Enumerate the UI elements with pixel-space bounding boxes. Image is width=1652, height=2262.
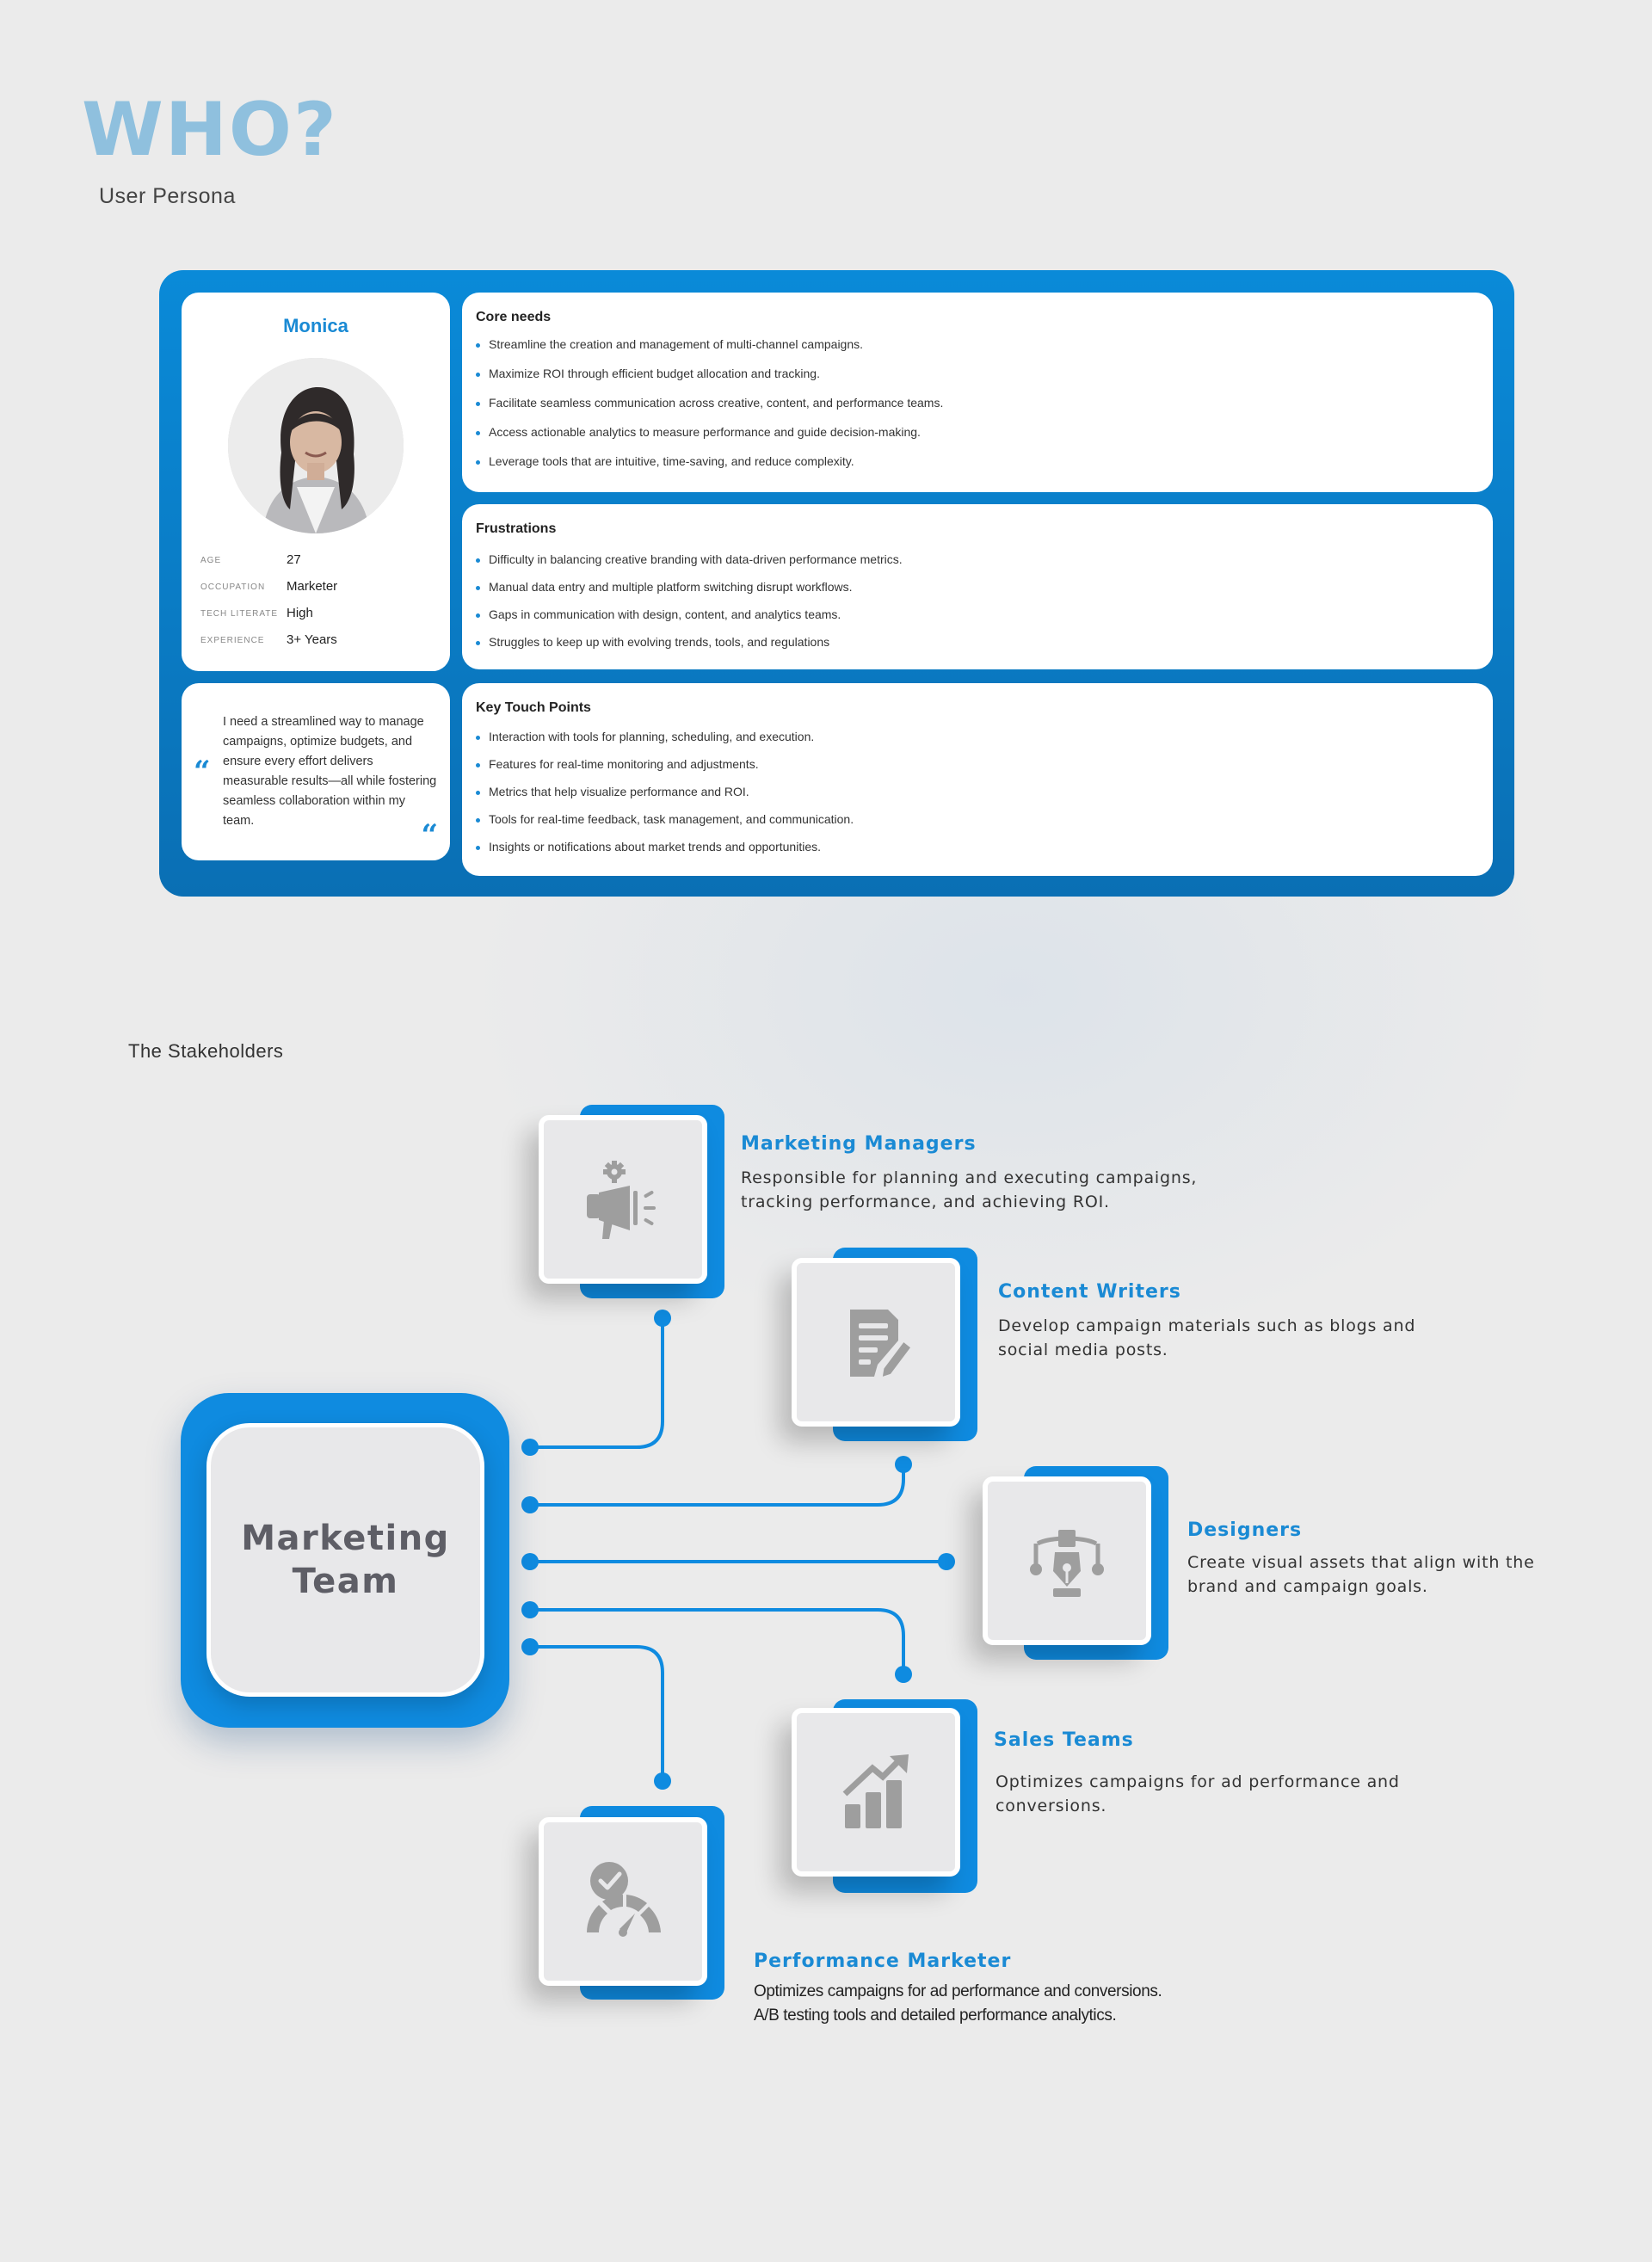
node-title-performance: Performance Marketer [754, 1951, 1012, 1972]
connector-dot [521, 1496, 539, 1513]
touch-points-title: Key Touch Points [476, 700, 591, 715]
list-item: Maximize ROI through efficient budget allocation and tracking. [476, 367, 943, 396]
node-designers [983, 1476, 1151, 1645]
node-desc-performance: Optimizes campaigns for ad performance and conversions. A/B testing tools and detailed performance analytics. [754, 1982, 1162, 2025]
profile-card: Monica AGE 27 OCCUPATION Marketer TECH LITERATE High EXPERIENCE 3+ Years [182, 293, 450, 671]
quote-close-icon: “ [421, 818, 438, 853]
node-title-designers: Designers [1187, 1519, 1303, 1541]
node-desc-sales: Optimizes campaigns for ad performance and conversions. [996, 1772, 1400, 1815]
connector-managers [530, 1318, 663, 1447]
node-performance [539, 1817, 707, 1986]
connector-dot [654, 1310, 671, 1327]
connector-dot [938, 1553, 955, 1570]
node-title-sales: Sales Teams [994, 1729, 1134, 1751]
list-item: Metrics that help visualize performance and ROI. [476, 785, 854, 812]
connector-dot [895, 1456, 912, 1473]
node-desc-designers: Create visual assets that align with the brand and campaign goals. [1187, 1553, 1535, 1596]
list-item: Manual data entry and multiple platform switching disrupt workflows. [476, 580, 903, 607]
pen-tool-icon [1024, 1518, 1110, 1604]
list-item: Features for real-time monitoring and adjustments. [476, 757, 854, 785]
list-item: Tools for real-time feedback, task management, and communication. [476, 812, 854, 840]
node-writers [792, 1258, 960, 1427]
page-subtitle: User Persona [99, 184, 236, 208]
document-pen-icon [833, 1299, 919, 1385]
megaphone-gear-icon [580, 1156, 666, 1242]
list-item: Gaps in communication with design, content, and analytics teams. [476, 607, 903, 635]
connector-dot [521, 1601, 539, 1618]
list-item: Interaction with tools for planning, scheduling, and execution. [476, 730, 854, 757]
node-managers [539, 1115, 707, 1284]
list-item: Facilitate seamless communication across creative, content, and performance teams. [476, 396, 943, 425]
node-title-managers: Marketing Managers [741, 1133, 977, 1155]
list-item: Insights or notifications about market trends and opportunities. [476, 840, 854, 867]
gauge-check-icon [580, 1858, 666, 1945]
list-item: Leverage tools that are intuitive, time-saving, and reduce complexity. [476, 454, 943, 484]
connector-dot [654, 1772, 671, 1790]
list-item: Struggles to keep up with evolving trends, tools, and regulations [476, 635, 903, 663]
connector-dot [521, 1638, 539, 1655]
persona-name: Monica [283, 315, 348, 336]
connector-writers [530, 1464, 903, 1505]
core-needs-title: Core needs [476, 310, 552, 324]
connector-performance [530, 1647, 663, 1781]
list-item: Difficulty in balancing creative branding with data-driven performance metrics. [476, 552, 903, 580]
connector-dot [521, 1439, 539, 1456]
list-item: Streamline the creation and management of multi-channel campaigns. [476, 337, 943, 367]
node-title-writers: Content Writers [998, 1281, 1181, 1303]
connector-sales [530, 1610, 903, 1674]
frustrations-title: Frustrations [476, 521, 557, 536]
quote-open-icon: “ [194, 755, 211, 789]
page-title: WHO? [82, 87, 338, 173]
stakeholders-title: The Stakeholders [128, 1040, 284, 1062]
hub-label: Marketing Team [241, 1519, 450, 1601]
connector-dot [521, 1553, 539, 1570]
connector-dot [895, 1666, 912, 1683]
hub-card [206, 1423, 484, 1697]
node-desc-managers: Responsible for planning and executing campaigns, tracking performance, and achieving ROI. [741, 1168, 1198, 1211]
node-desc-writers: Develop campaign materials such as blogs and social media posts. [998, 1316, 1416, 1359]
list-item: Access actionable analytics to measure performance and guide decision-making. [476, 425, 943, 454]
bar-chart-growth-icon [833, 1749, 919, 1835]
persona-quote: I need a streamlined way to manage campaigns, optimize budgets, and ensure every effort delivers measurable results—all while fostering seamless collaboration within my team. [223, 715, 437, 828]
node-sales [792, 1708, 960, 1877]
